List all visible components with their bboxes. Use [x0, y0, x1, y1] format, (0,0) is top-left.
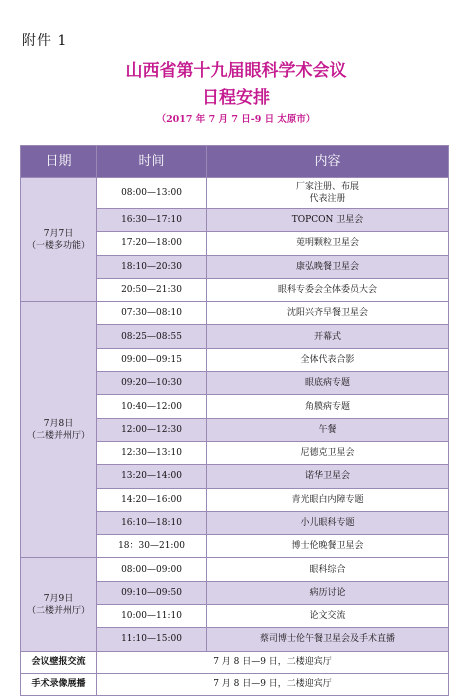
content-cell: 眼科专委会全体委员大会: [207, 278, 449, 301]
content-cell: 全体代表合影: [207, 348, 449, 371]
time-cell: 07:30—08:10: [97, 302, 207, 325]
content-cell: 康弘晚餐卫星会: [207, 255, 449, 278]
time-cell: 12:30—13:10: [97, 441, 207, 464]
time-cell: 10:40—12:00: [97, 395, 207, 418]
content-cell: 蔡司博士伦午餐卫星会及手术直播: [207, 628, 449, 651]
schedule-table: [20, 145, 449, 696]
content-cell: 尼德克卫星会: [207, 441, 449, 464]
day-cell: 7月7日 （一楼多功能）: [21, 178, 97, 302]
table-row: [21, 673, 449, 695]
time-cell: 14:20—16:00: [97, 488, 207, 511]
content-cell: 小儿眼科专题: [207, 511, 449, 534]
time-cell: 11:10—15:00: [97, 628, 207, 651]
time-cell: 08:00—13:00: [97, 178, 207, 209]
content-cell: 眼科综合: [207, 558, 449, 581]
content-cell: 病历讨论: [207, 581, 449, 604]
time-cell: 16:30—17:10: [97, 209, 207, 232]
extra-label-cell: 手术录像展播: [21, 673, 97, 695]
time-cell: 08:00—09:00: [97, 558, 207, 581]
time-cell: 13:20—14:00: [97, 465, 207, 488]
content-cell: 博士伦晚餐卫星会: [207, 535, 449, 558]
content-cell: 青光眼白内障专题: [207, 488, 449, 511]
time-cell: 08:25—08:55: [97, 325, 207, 348]
conference-title: 山西省第十九届眼科学术会议: [125, 61, 347, 81]
content-cell: 沈阳兴齐早餐卫星会: [207, 302, 449, 325]
day-cell: 7月8日 （二楼并州厅）: [21, 302, 97, 558]
schedule-body: [21, 178, 449, 696]
time-cell: 18:10—20:30: [97, 255, 207, 278]
time-cell: 09:00—09:15: [97, 348, 207, 371]
column-header-date: 日期: [21, 146, 97, 178]
date-place: （2017 年 7 月 7 日-9 日 太原市）: [156, 114, 316, 125]
time-cell: 18：30—21:00: [97, 535, 207, 558]
time-cell: 09:20—10:30: [97, 372, 207, 395]
column-header-time: 时间: [97, 146, 207, 178]
extra-value-cell: 7 月 8 日—9 日，二楼迎宾厅: [97, 673, 449, 695]
time-cell: 09:10—09:50: [97, 581, 207, 604]
extra-label-cell: 会议壁报交流: [21, 651, 97, 673]
content-cell: 开幕式: [207, 325, 449, 348]
content-cell: 厂家注册、布展 代表注册: [207, 178, 449, 209]
table-row: [21, 651, 449, 673]
attachment-label: 附件 1: [22, 33, 68, 49]
content-cell: 午餐: [207, 418, 449, 441]
table-row: [21, 558, 449, 581]
schedule-title: 日程安排: [202, 88, 270, 108]
time-cell: 17:20—18:00: [97, 232, 207, 255]
content-cell: 眼底病专题: [207, 372, 449, 395]
time-cell: 10:00—11:10: [97, 605, 207, 628]
extra-value-cell: 7 月 8 日—9 日，二楼迎宾厅: [97, 651, 449, 673]
content-cell: 莵明颗粒卫星会: [207, 232, 449, 255]
content-cell: 角膜病专题: [207, 395, 449, 418]
table-row: [21, 178, 449, 209]
content-cell: 论文交流: [207, 605, 449, 628]
day-cell: 7月9日 （二楼并州厅）: [21, 558, 97, 651]
content-cell: 诺华卫星会: [207, 465, 449, 488]
content-cell: TOPCON 卫星会: [207, 209, 449, 232]
column-header-content: 内容: [207, 146, 449, 178]
time-cell: 12:00—12:30: [97, 418, 207, 441]
table-row: [21, 302, 449, 325]
time-cell: 20:50—21:30: [97, 278, 207, 301]
time-cell: 16:10—18:10: [97, 511, 207, 534]
